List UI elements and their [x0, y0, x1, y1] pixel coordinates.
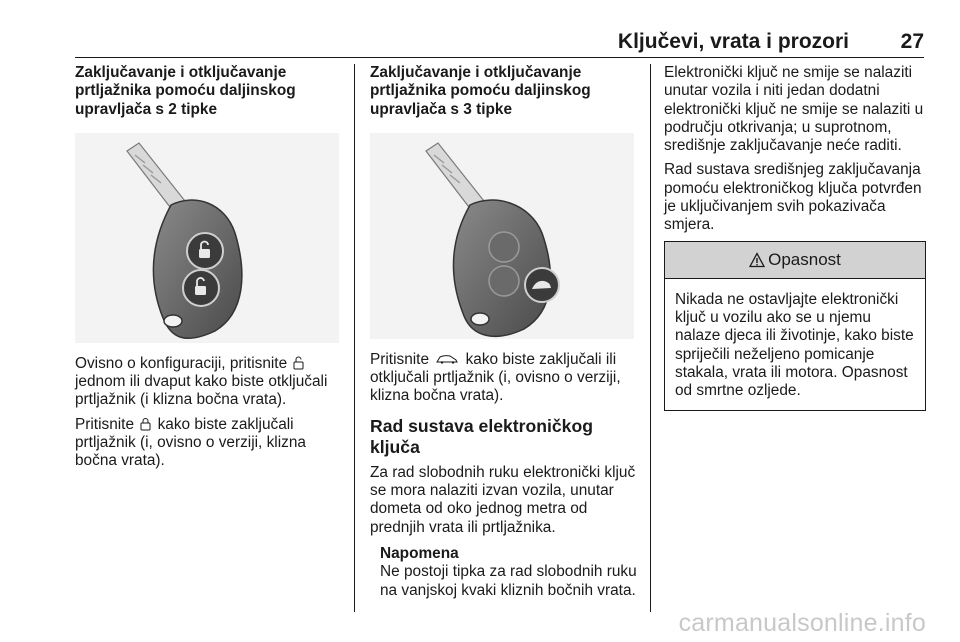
header-rule — [75, 57, 924, 58]
note-text: Ne postoji tipka za rad slobodnih ruku na vanjskoj kvaki kliznih bočnih vrata. — [380, 563, 637, 599]
paragraph-lock: Pritisnite kako biste zaključali prtljažnik (i, ovisno o verziji, klizna bočna vrata). — [75, 415, 306, 470]
warning-triangle-icon — [749, 252, 765, 268]
trunk-icon — [435, 354, 459, 364]
page-number: 27 — [900, 30, 924, 53]
page-header — [75, 30, 924, 56]
paragraph-key-location: Elektronički ključ ne smije se nalaziti unutar vozila i niti jedan dodatni elektronički ključ ne smije se nalaziti u području otkrivanja; u suprotnom, središnje zaključavanje neće raditi. — [664, 64, 924, 155]
note-label: Napomena — [380, 544, 459, 562]
figure-2-button-key — [75, 133, 339, 343]
watermark: carmanualsonline.info — [678, 609, 926, 637]
column-divider-1 — [354, 64, 355, 612]
paragraph-unlock: Ovisno o konfiguraciji, pritisnite jednom ili dvaput kako biste otključali prtljažnik (i klizna bočna vrata). — [75, 354, 328, 409]
paragraph-indicators: Rad sustava središnjeg zaključavanja pomoću elektroničkog ključa potvrđen je uključivanjem svih pokazivača smjera. — [664, 161, 922, 234]
column-2 — [370, 64, 638, 600]
warning-header — [665, 242, 925, 279]
lock-icon — [140, 417, 151, 431]
figure-3-button-key — [370, 133, 634, 339]
unlock-icon — [293, 356, 304, 370]
warning-box — [664, 241, 926, 412]
column-3 — [664, 64, 926, 411]
column-divider-2 — [650, 64, 651, 612]
paragraph-trunk-button: Pritisnite kako biste zaključali ili otključali prtljažnik (i, ovisno o verziji, klizna bočna vrata). — [370, 350, 621, 405]
warning-title: Opasnost — [768, 249, 841, 269]
column-1 — [75, 64, 343, 477]
heading-2-button-remote: Zaključavanje i otključavanje prtljažnika pomoću daljinskog upravljača s 2 tipke — [75, 64, 296, 118]
paragraph-handsfree: Za rad slobodnih ruku elektronički ključ se mora nalaziti izvan vozila, unutar dometa od oko jednog metra od prednjih vrata ili prtljažnika. — [370, 463, 636, 536]
note-block — [380, 545, 638, 600]
section-title: Ključevi, vrata i prozori — [617, 30, 849, 53]
heading-3-button-remote: Zaključavanje i otključavanje prtljažnika pomoću daljinskog upravljača s 3 tipke — [370, 64, 591, 118]
warning-text: Nikada ne ostavljajte elektronički ključ u vozilu ako se u njemu nalaze djeca ili životinje, kako biste spriječili neželjeno pomicanje stakala, vrata ili motora. Opasnost od smrtne ozljede. — [675, 290, 914, 400]
heading-electronic-key: Rad sustava elektroničkog ključa — [370, 415, 593, 457]
